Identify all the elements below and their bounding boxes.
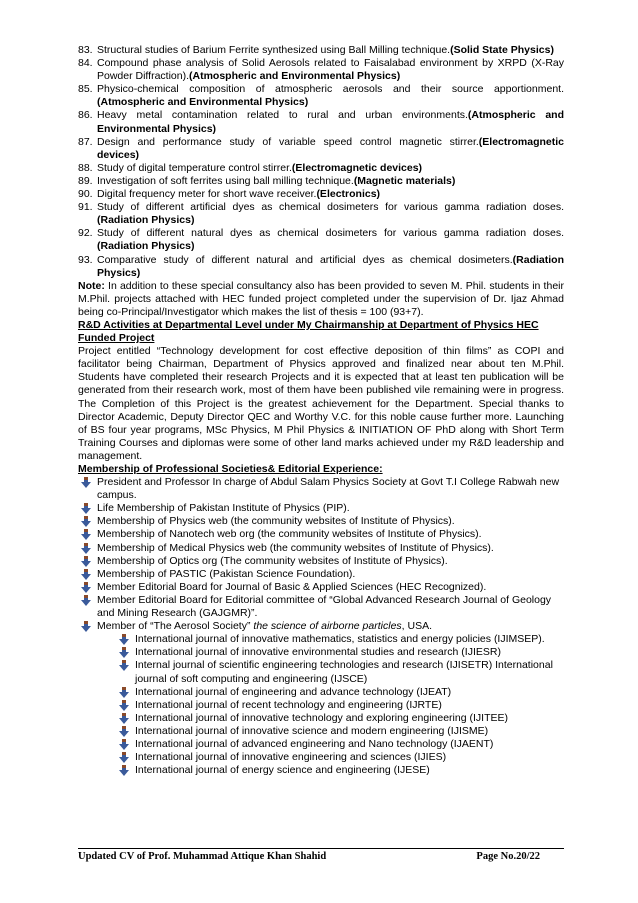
project-text: Investigation of soft ferrites using ball milling technique.	[97, 174, 354, 187]
list-item: 89. Investigation of soft ferrites using ball milling technique.(Magnetic materials)	[78, 174, 456, 187]
list-item: 86. Heavy metal contamination related to rural and urban environments.(Atmospheric and Environmental Physics)	[78, 109, 565, 135]
arrow-bullet-icon	[118, 713, 130, 724]
list-item: Membership of Medical Physics web (the community websites of Institute of Physics).	[78, 542, 564, 555]
list-item: Member Editorial Board for Editorial committee of “Global Advanced Research Journal of Geology and Mining Research (GAJGMR)”.	[78, 594, 564, 620]
list-item: International journal of advanced engineering and Nano technology (IJAENT)	[116, 738, 564, 751]
arrow-bullet-icon	[80, 595, 92, 606]
page-footer	[78, 848, 564, 862]
arrow-bullet-icon	[80, 621, 92, 632]
list-item: Membership of Nanotech web org (the community websites of Institute of Physics).	[78, 528, 564, 541]
arrow-bullet-icon	[118, 700, 130, 711]
list-item: International journal of innovative science and modern engineering (IJISME)	[116, 725, 564, 738]
arrow-bullet-icon	[118, 765, 130, 776]
project-field: (Magnetic materials)	[353, 174, 456, 187]
project-field: (Atmospheric and Environmental Physics)	[97, 96, 309, 109]
project-field: (Radiation Physics)	[97, 240, 195, 253]
list-item: Member Editorial Board for Journal of Basic & Applied Sciences (HEC Recognized).	[78, 581, 564, 594]
note-paragraph	[78, 280, 564, 319]
list-item: 83. Structural studies of Barium Ferrite synthesized using Ball Milling technique.(Solid State Physics)	[78, 44, 554, 56]
project-field: (Solid State Physics)	[450, 44, 554, 56]
page-content	[78, 44, 564, 777]
list-item: 90. Digital frequency meter for short wave receiver.(Electronics)	[78, 188, 381, 201]
project-text: Physico-chemical composition of atmospheric aerosols and their source apportionment.	[97, 83, 564, 96]
arrow-bullet-icon	[118, 634, 130, 645]
note-text: In addition to these special consultancy also has been provided to seven M. Phil. students in their M.Phil. projects attached with HEC funded project completed under the supervision of Dr. Ijaz Ahmad being co-Principal/Investigator which makes the list of thesis = 100 (93+7).	[78, 279, 564, 318]
list-item: 91. Study of different artificial dyes as chemical dosimeters for various gamma radiation doses.(Radiation Physics)	[78, 201, 564, 227]
arrow-bullet-icon	[80, 543, 92, 554]
arrow-bullet-icon	[80, 582, 92, 593]
list-item: Membership of Optics org (The community websites of Institute of Physics).	[78, 555, 564, 568]
project-text: Structural studies of Barium Ferrite synthesized using Ball Milling technique.	[97, 44, 451, 56]
list-item: International journal of innovative technology and exploring engineering (IJITEE)	[116, 712, 564, 725]
membership-heading: Membership of Professional Societies& Editorial Experience:	[78, 463, 383, 475]
list-item: Life Membership of Pakistan Institute of Physics (PIP).	[78, 502, 564, 515]
project-list	[78, 44, 564, 280]
journal-list	[97, 633, 564, 777]
arrow-bullet-icon	[118, 752, 130, 763]
list-item: Member of “The Aerosol Society” the science of airborne particles, USA. International journal of innovative mathematics, statistics and energy policies (IJIMSEP). International journal of innovative environmental studies and research (IJIESR) Internal journal of scientific engineering technologies and research (IJISETR) International journal of soft computing and engineering (IJSCE) International journal of engineering and advance technology (IJEAT) International journal of recent technology and engineering (IJRTE) International journal of innovative technology and exploring engineering (IJITEE) International journal of innovative science and modern engineering (IJISME) International journal of advanced engineering and Nano technology (IJAENT) International journal of innovative engineering and sciences (IJIES) International journal of energy science and engineering (IJESE)	[78, 620, 564, 777]
list-item: 93. Comparative study of different natural and artificial dyes as chemical dosimeters.(Radiation Physics)	[78, 253, 564, 279]
list-item: 92. Study of different natural dyes as chemical dosimeters for various gamma radiation doses.(Radiation Physics)	[78, 227, 564, 253]
list-item: Internal journal of scientific engineering technologies and research (IJISETR) International journal of soft computing and engineering (IJSCE)	[116, 659, 564, 685]
arrow-bullet-icon	[80, 477, 92, 488]
project-text: Compound phase analysis of Solid Aerosols related to Faisalabad environment by XRPD (X-Ray Powder Diffraction).	[97, 57, 564, 83]
project-field: (Radiation Physics)	[97, 214, 195, 227]
footer-title: Updated CV of Prof. Muhammad Attique Khan Shahid	[78, 851, 327, 862]
project-field: (Radiation Physics)	[97, 253, 564, 279]
project-text: Heavy metal contamination related to rural and urban environments.	[97, 109, 468, 122]
list-item: Membership of PASTIC (Pakistan Science Foundation).	[78, 568, 564, 581]
project-field: (Atmospheric and Environmental Physics)	[97, 109, 565, 135]
arrow-bullet-icon	[80, 503, 92, 514]
project-text: Digital frequency meter for short wave receiver.	[97, 188, 317, 201]
arrow-bullet-icon	[80, 516, 92, 527]
arrow-bullet-icon	[118, 647, 130, 658]
list-item: Membership of Physics web (the community websites of Institute of Physics).	[78, 515, 564, 528]
list-item: International journal of engineering and advance technology (IJEAT)	[116, 686, 564, 699]
arrow-bullet-icon	[118, 739, 130, 750]
project-text: Study of different artificial dyes as chemical dosimeters for various gamma radiation doses.	[97, 201, 564, 214]
project-field: (Electromagnetic devices)	[291, 161, 423, 174]
rnd-paragraph: Project entitled “Technology development for cost effective deposition of thin films” as COPI and facilitator being Chairman, Department of Physics approved and finalized near about ten M.Phil. Students have completed their research Projects and it is expected that at least ten publication will be generated from their research work, most of them have been published vile remaining were in progress. The Completion of this Project is the greatest achievement for the Department. Special thanks to Director Academic, Deputy Director QEC and Worthy V.C. for this noble cause further more. Launching of BS four year programs, MSc Physics, M Phil Physics & INITIATION OF PhD along with Short Term Training Courses and diplomas were some of other land marks achieved under my R&D leadership and management.	[78, 345, 564, 462]
project-field: (Electronics)	[316, 188, 381, 201]
list-item: 87. Design and performance study of variable speed control magnetic stirrer.(Electromagnetic devices)	[78, 135, 564, 161]
list-item: International journal of innovative environmental studies and research (IJIESR)	[116, 646, 564, 659]
note-label: Note:	[78, 279, 105, 292]
rnd-heading: R&D Activities at Departmental Level under My Chairmanship at Department of Physics HEC Funded Project	[78, 318, 539, 345]
project-text: Design and performance study of variable speed control magnetic stirrer.	[97, 135, 479, 148]
list-item: President and Professor In charge of Abdul Salam Physics Society at Govt T.I College Rabwah new campus.	[78, 476, 564, 502]
arrow-bullet-icon	[118, 660, 130, 671]
list-item: International journal of innovative mathematics, statistics and energy policies (IJIMSEP).	[116, 633, 564, 646]
project-field: (Electromagnetic devices)	[97, 135, 564, 161]
project-text: Study of different natural dyes as chemical dosimeters for various gamma radiation doses.	[97, 227, 564, 240]
list-item: 85. Physico-chemical composition of atmospheric aerosols and their source apportionment.(Atmospheric and Environmental Physics)	[78, 83, 564, 109]
list-item: International journal of recent technology and engineering (IJRTE)	[116, 699, 564, 712]
membership-list	[78, 476, 564, 777]
list-item: 88. Study of digital temperature control stirrer.(Electromagnetic devices)	[78, 161, 423, 174]
arrow-bullet-icon	[80, 569, 92, 580]
arrow-bullet-icon	[80, 529, 92, 540]
page-number: Page No.20/22	[476, 851, 540, 862]
list-item: International journal of innovative engineering and sciences (IJIES)	[116, 751, 564, 764]
project-text: Study of digital temperature control stirrer.	[97, 161, 292, 174]
project-field: (Atmospheric and Environmental Physics)	[189, 70, 401, 83]
arrow-bullet-icon	[118, 687, 130, 698]
list-item: International journal of energy science and engineering (IJESE)	[116, 764, 564, 777]
arrow-bullet-icon	[118, 726, 130, 737]
list-item: 84. Compound phase analysis of Solid Aerosols related to Faisalabad environment by XRPD (X-Ray Powder Diffraction).(Atmospheric and Environmental Physics)	[78, 57, 564, 83]
arrow-bullet-icon	[80, 556, 92, 567]
project-text: Comparative study of different natural and artificial dyes as chemical dosimeters.	[97, 253, 513, 266]
